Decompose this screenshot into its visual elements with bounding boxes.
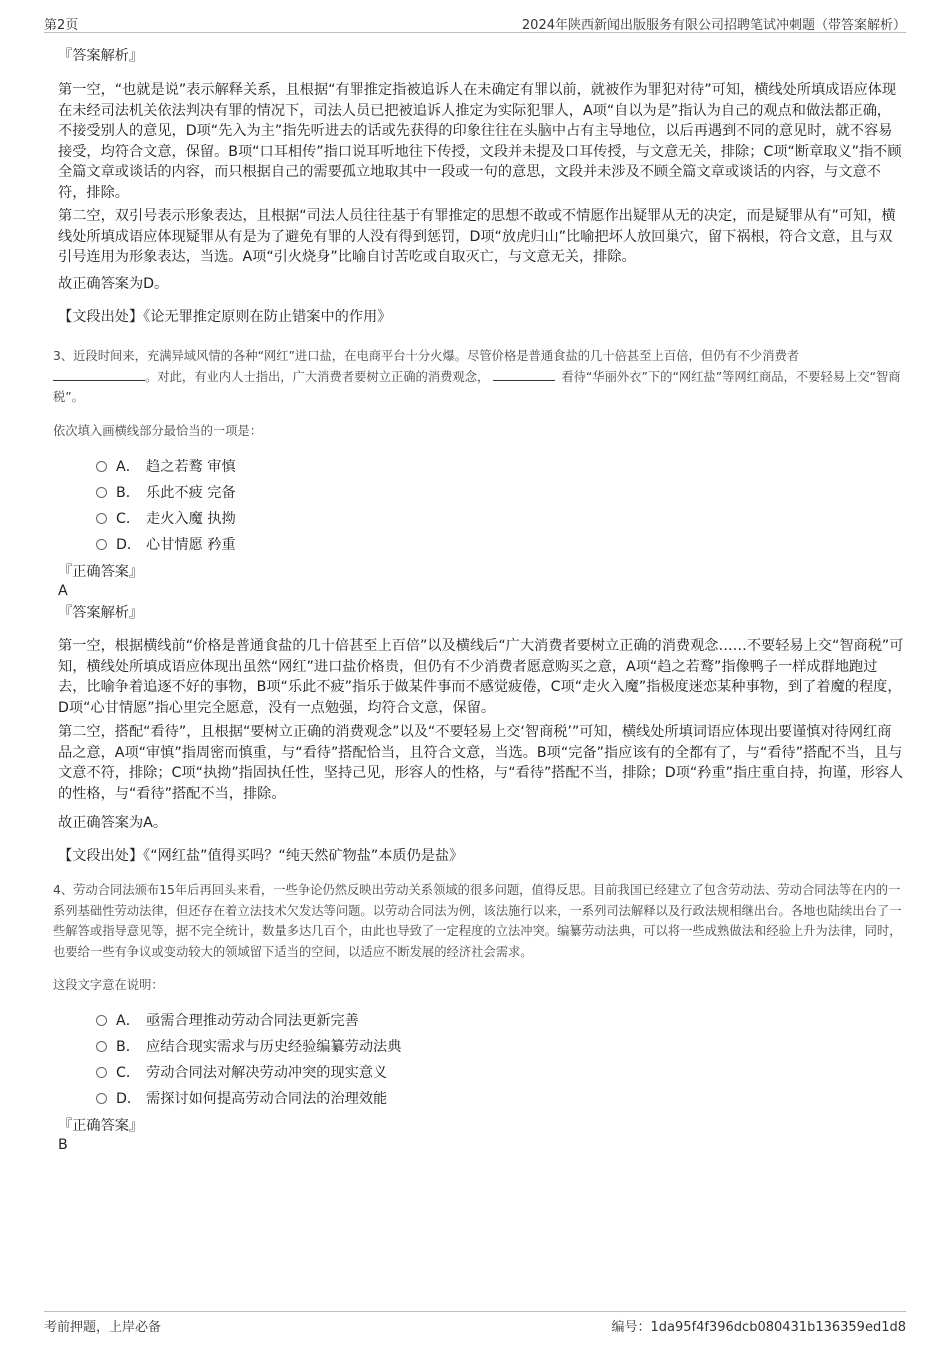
q2-analysis-paragraph-2: 第二空，双引号表示形象表达，且根据“司法人员往往基于有罪推定的思想不敢或不情愿作出疑罪从无的决定，而是疑罪从有”可知，横线处所填成语应体现疑罪从有是为了避免有罪的人没有得到惩罚，D项“放虎归山”比喻把坏人放回巢穴，留下祸根，符合文意，且与双引号连用为形象表达，当选。A项“引火烧身”比喻自讨苦吃或自取灭亡，与文意无关，排除。 xyxy=(58,208,896,265)
document-title: 2024年陕西新闻出版服务有限公司招聘笔试冲刺题（带答案解析） xyxy=(521,18,906,33)
q3-correct-heading: 『正确答案』 xyxy=(58,564,144,580)
q3-stem-part-1: 3、近段时间来，充满异域风情的各种“网红”进口盐，在电商平台十分火爆。尽管价格是普通食盐的几十倍甚至上百倍，但仍有不少消费者 xyxy=(53,349,800,363)
q4-correct-heading: 『正确答案』 xyxy=(58,1118,144,1134)
radio-button[interactable] xyxy=(96,461,107,472)
q2-analysis-paragraph-1: 第一空，“也就是说”表示解释关系，且根据“有罪推定指被追诉人在未确定有罪以前，就被作为罪犯对待”可知，横线处所填成语应体现在未经司法机关依法判决有罪的情况下，司法人员已把被追诉人推定为实际犯罪人，A项“自以为是”指认为自己的观点和做法都正确，不接受别人的意见，D项“先入为主”指先听进去的话或先获得的印象往往在头脑中占有主导地位，以后再遇到不同的意见时，就不容易接受，均符合文意，保留。B项“口耳相传”指口说耳听地往下传授，文段并未提及口耳传授，与文意无关，排除；C项“断章取义”指不顾全篇文章或谈话的内容，而只根据自己的需要孤立地取其中一段或一句的意思，文段并未涉及不顾全篇文章或谈话的内容，与文意不符，排除。 xyxy=(58,82,902,201)
radio-button[interactable] xyxy=(96,513,107,524)
q3-analysis-paragraph-2: 第二空，搭配“看待”，且根据“要树立正确的消费观念”以及“不要轻易上交‘智商税’”可知，横线处所填词语应体现出要谨慎对待网红商品之意，A项“审慎”指周密而慎重，与“看待”搭配恰当，且符合文意，当选。B项“完备”指应该有的全都有了，与“看待”搭配不当，且与文意不符，排除；C项“执拗”指固执任性，坚持己见，形容人的性格，与“看待”搭配不当，排除；D项“矜重”指庄重自持，拘谨，形容人的性格，与“看待”搭配不当，排除。 xyxy=(58,724,904,802)
radio-button[interactable] xyxy=(96,487,107,498)
q3-stem-part-3: 看待“华丽外衣”下的“网红盐”等网红商品，不要轻易上交“智商税”。 xyxy=(53,369,901,404)
page-header xyxy=(44,12,906,33)
page-footer xyxy=(44,1311,906,1334)
radio-button[interactable] xyxy=(96,1093,107,1104)
q3-prompt: 依次填入画横线部分最恰当的一项是： xyxy=(53,424,263,438)
q3-option-c[interactable]: C． 走火入魔 执拗 xyxy=(96,507,236,529)
q3-option-b[interactable]: B． 乐此不疲 完备 xyxy=(96,481,236,503)
q3-analysis-paragraph-1: 第一空，根据横线前“价格是普通食盐的几十倍甚至上百倍”以及横线后“广大消费者要树立正确的消费观念……不要轻易上交“智商税”可知，横线处所填成语应体现出虽然“网红”进口盐价格贵，但仍有不少消费者愿意购买之意，A项“趋之若鹜”指像鸭子一样成群地跑过去，比喻争着追逐不好的事物，B项“乐此不疲”指乐于做某件事而不感觉疲倦，C项“走火入魔”指极度迷恋某种事物，到了着魔的程度，D项“心甘情愿”指心里完全愿意，没有一点勉强，均符合文意，保留。 xyxy=(58,638,904,716)
q3-correct-answer: A xyxy=(58,583,68,599)
q2-source: 【文段出处】《论无罪推定原则在防止错案中的作用》 xyxy=(58,309,392,325)
q3-blank-1 xyxy=(53,367,145,381)
q4-option-c[interactable]: C． 劳动合同法对解决劳动冲突的现实意义 xyxy=(96,1061,387,1083)
q3-option-d[interactable]: D． 心甘情愿 矜重 xyxy=(96,533,236,555)
document-code: 编号：1da95f4f396dcb080431b136359ed1d8 xyxy=(611,1320,906,1335)
q3-analysis-heading: 『答案解析』 xyxy=(58,605,144,621)
q4-option-d[interactable]: D． 需探讨如何提高劳动合同法的治理效能 xyxy=(96,1087,387,1109)
q3-source: 【文段出处】《“网红盐”值得买吗？“纯天然矿物盐”本质仍是盐》 xyxy=(58,848,464,864)
q4-correct-answer: B xyxy=(58,1137,68,1153)
radio-button[interactable] xyxy=(96,539,107,550)
page-number: 第2页 xyxy=(44,18,79,33)
q4-option-a[interactable]: A． 亟需合理推动劳动合同法更新完善 xyxy=(96,1009,359,1031)
q4-option-b[interactable]: B． 应结合现实需求与历史经验编纂劳动法典 xyxy=(96,1035,401,1057)
q3-stem-part-2: 。对此，有业内人士指出，广大消费者要树立正确的消费观念， xyxy=(145,369,490,384)
radio-button[interactable] xyxy=(96,1015,107,1026)
q3-conclusion: 故正确答案为A。 xyxy=(58,815,168,831)
q3-option-a[interactable]: A． 趋之若鹜 审慎 xyxy=(96,455,236,477)
footer-slogan: 考前押题，上岸必备 xyxy=(44,1320,162,1335)
q3-blank-2 xyxy=(493,367,555,381)
q4-stem: 4、劳动合同法颁布15年后再回头来看，一些争论仍然反映出劳动关系领域的很多问题，值得反思。目前我国已经建立了包含劳动法、劳动合同法等在内的一系列基础性劳动法律，但还存在着立法技术欠发达等问题。以劳动合同法为例，该法施行以来，一系列司法解释以及行政法规相继出台。各地也陆续出台了一些解答或指导意见等，据不完全统计，数量多达几百个，由此也导致了一定程度的立法冲突。编纂劳动法典，可以将一些成熟做法和经验上升为法律，同时，也要给一些有争议或变动较大的领域留下适当的空间，以适应不断发展的经济社会需求。 xyxy=(53,883,902,959)
radio-button[interactable] xyxy=(96,1067,107,1078)
q4-prompt: 这段文字意在说明： xyxy=(53,978,164,992)
q2-conclusion: 故正确答案为D。 xyxy=(58,276,169,292)
q2-analysis-heading: 『答案解析』 xyxy=(58,48,144,64)
radio-button[interactable] xyxy=(96,1041,107,1052)
q3-stem xyxy=(53,346,905,408)
